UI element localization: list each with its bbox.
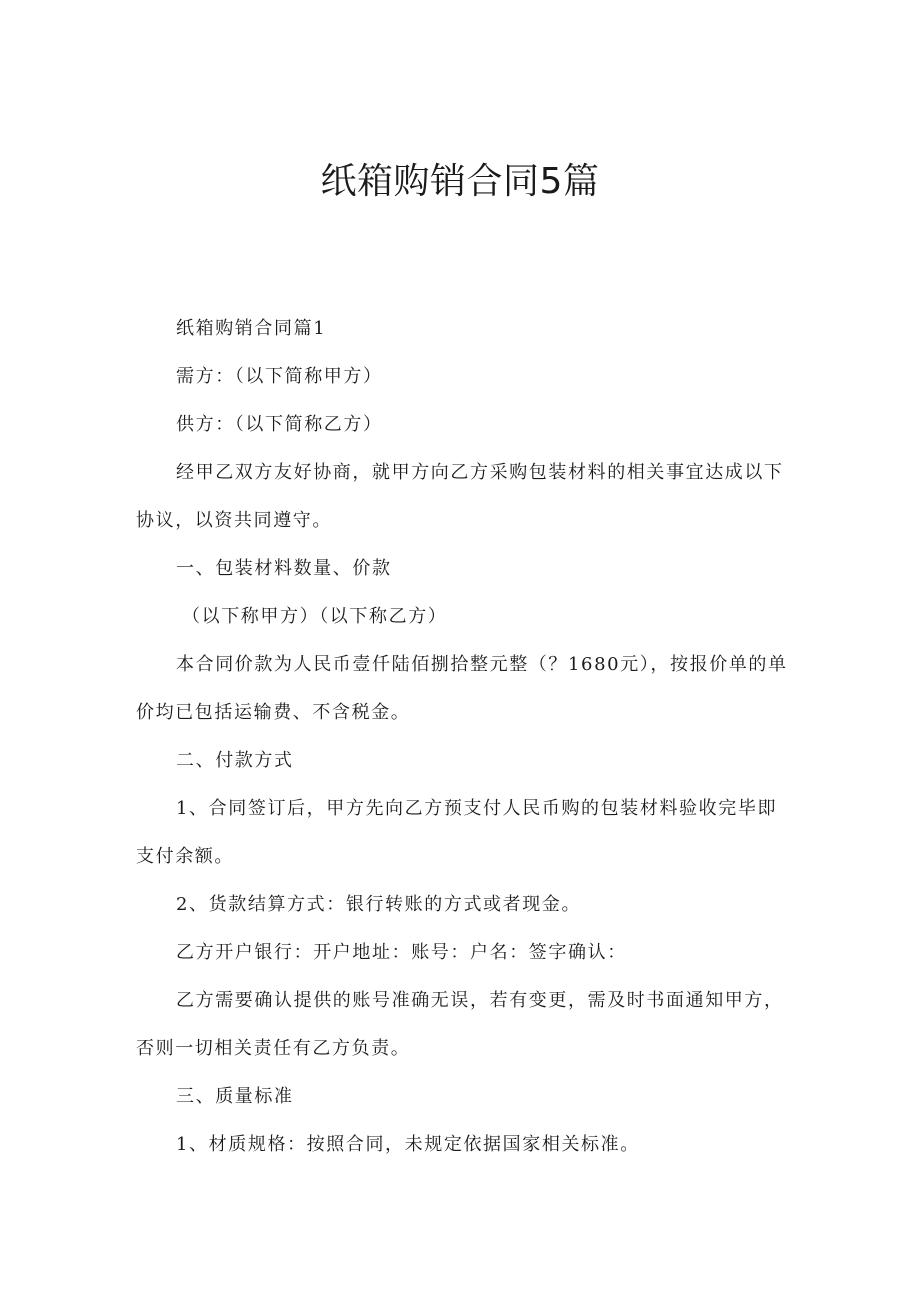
clause-heading-quality: 三、质量标准: [176, 1086, 294, 1107]
quality-item-1: 1、材质规格：按照合同，未规定依据国家相关标准。: [176, 1134, 640, 1155]
party-reference-line: （以下称甲方）（以下称乙方）: [182, 606, 448, 627]
clause-heading-payment: 二、付款方式: [176, 750, 294, 771]
party-buyer-line: 需方：（以下简称甲方）: [176, 366, 383, 387]
section-heading: 纸箱购销合同篇1: [176, 318, 327, 339]
price-paragraph: 本合同价款为人民币壹仟陆佰捌拾整元整（？1680元），按报价单的单价均已包括运输费、不含税金。: [136, 654, 788, 723]
payment-item-2: 2、货款结算方式：银行转账的方式或者现金。: [176, 894, 582, 915]
party-supplier-line: 供方：（以下简称乙方）: [176, 414, 383, 435]
document-title: 纸箱购销合同5篇: [320, 161, 600, 202]
payment-item-1: 1、合同签订后，甲方先向乙方预支付人民币购的包装材料验收完毕即支付余额。: [136, 798, 778, 867]
document-body: [136, 305, 790, 1169]
clause-heading-quantity-price: 一、包装材料数量、价款: [176, 558, 392, 579]
bank-info-line: 乙方开户银行：开户地址：账号：户名：签字确认：: [176, 942, 627, 963]
agreement-intro-paragraph: 经甲乙双方友好协商，就甲方向乙方采购包装材料的相关事宜达成以下协议，以资共同遵守。: [136, 462, 784, 531]
account-confirmation-paragraph: 乙方需要确认提供的账号准确无误，若有变更，需及时书面通知甲方，否则一切相关责任有乙方负责。: [136, 990, 784, 1059]
